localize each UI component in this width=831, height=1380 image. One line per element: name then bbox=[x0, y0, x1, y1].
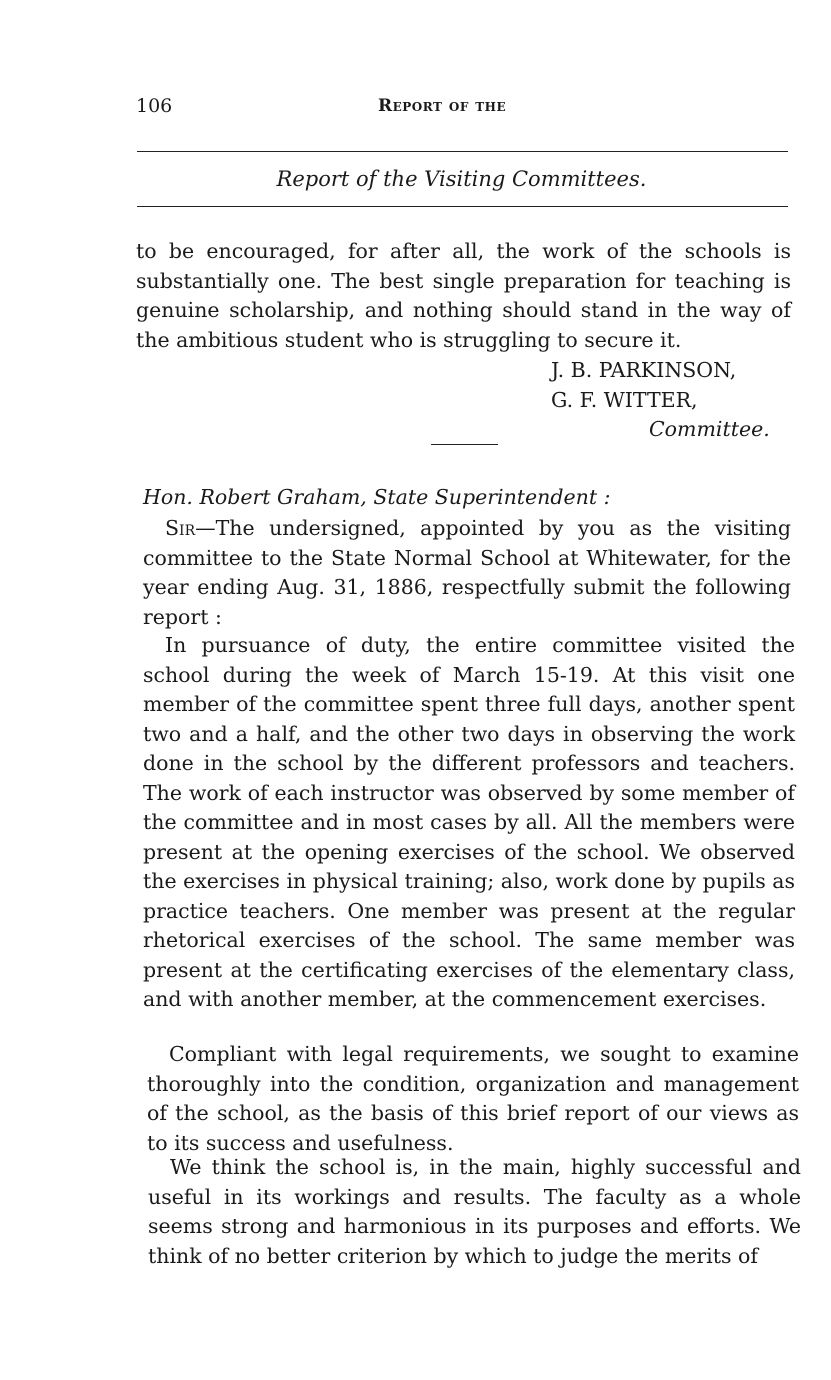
header-rule-top bbox=[137, 151, 788, 152]
header-rule-bottom bbox=[137, 206, 788, 207]
signature-name-1: J. B. PARKINSON, bbox=[551, 358, 737, 382]
salutation: Hon. Robert Graham, State Superintendent : bbox=[143, 485, 611, 509]
section-divider bbox=[431, 444, 498, 445]
signature-name-2: G. F. WITTER, bbox=[551, 388, 698, 412]
paragraph-5: We think the school is, in the main, highly successful and useful in its workings and results. The faculty as a whole seems strong and harmonious in its purposes and efforts. We think of no better criterion by which to judge the merits of bbox=[148, 1155, 801, 1268]
signature-role: Committee. bbox=[649, 417, 770, 441]
paragraph-2-lead: Sir bbox=[165, 516, 196, 540]
page-number: 106 bbox=[136, 95, 173, 117]
paragraph-4: Compliant with legal requirements, we sought to examine thoroughly into the condition, organization and management of the school, as the basis of this brief report of our views as to its success and usefulness. bbox=[147, 1042, 799, 1155]
section-title: Report of the Visiting Committees. bbox=[276, 167, 647, 191]
paragraph-2 bbox=[143, 514, 791, 632]
paragraph-1: to be encouraged, for after all, the work of the schools is substantially one. The best single preparation for teaching is genuine scholarship, and nothing should stand in the way of the ambitious student who is struggling to secure it. bbox=[136, 239, 791, 352]
running-head: Report of the bbox=[378, 96, 507, 116]
paragraph-3: In pursuance of duty, the entire committee visited the school during the week of March 15-19. At this visit one member of the committee spent three full days, another spent two and a half, and the other two days in observing the work done in the school by the different professors and teachers. The work of each instructor was observed by some member of the committee and in most cases by all. All the members were present at the opening exercises of the school. We observed the exercises in physical training; also, work done by pupils as practice teachers. One member was present at the regular rhetorical exercises of the school. The same member was present at the certificating exercises of the elementary class, and with another member, at the commencement exercises. bbox=[143, 633, 795, 1011]
paragraph-2-text: —The undersigned, appointed by you as the visiting committee to the State Normal School at Whitewater, for the year ending Aug. 31, 1886, respectfully submit the following report : bbox=[143, 516, 791, 629]
